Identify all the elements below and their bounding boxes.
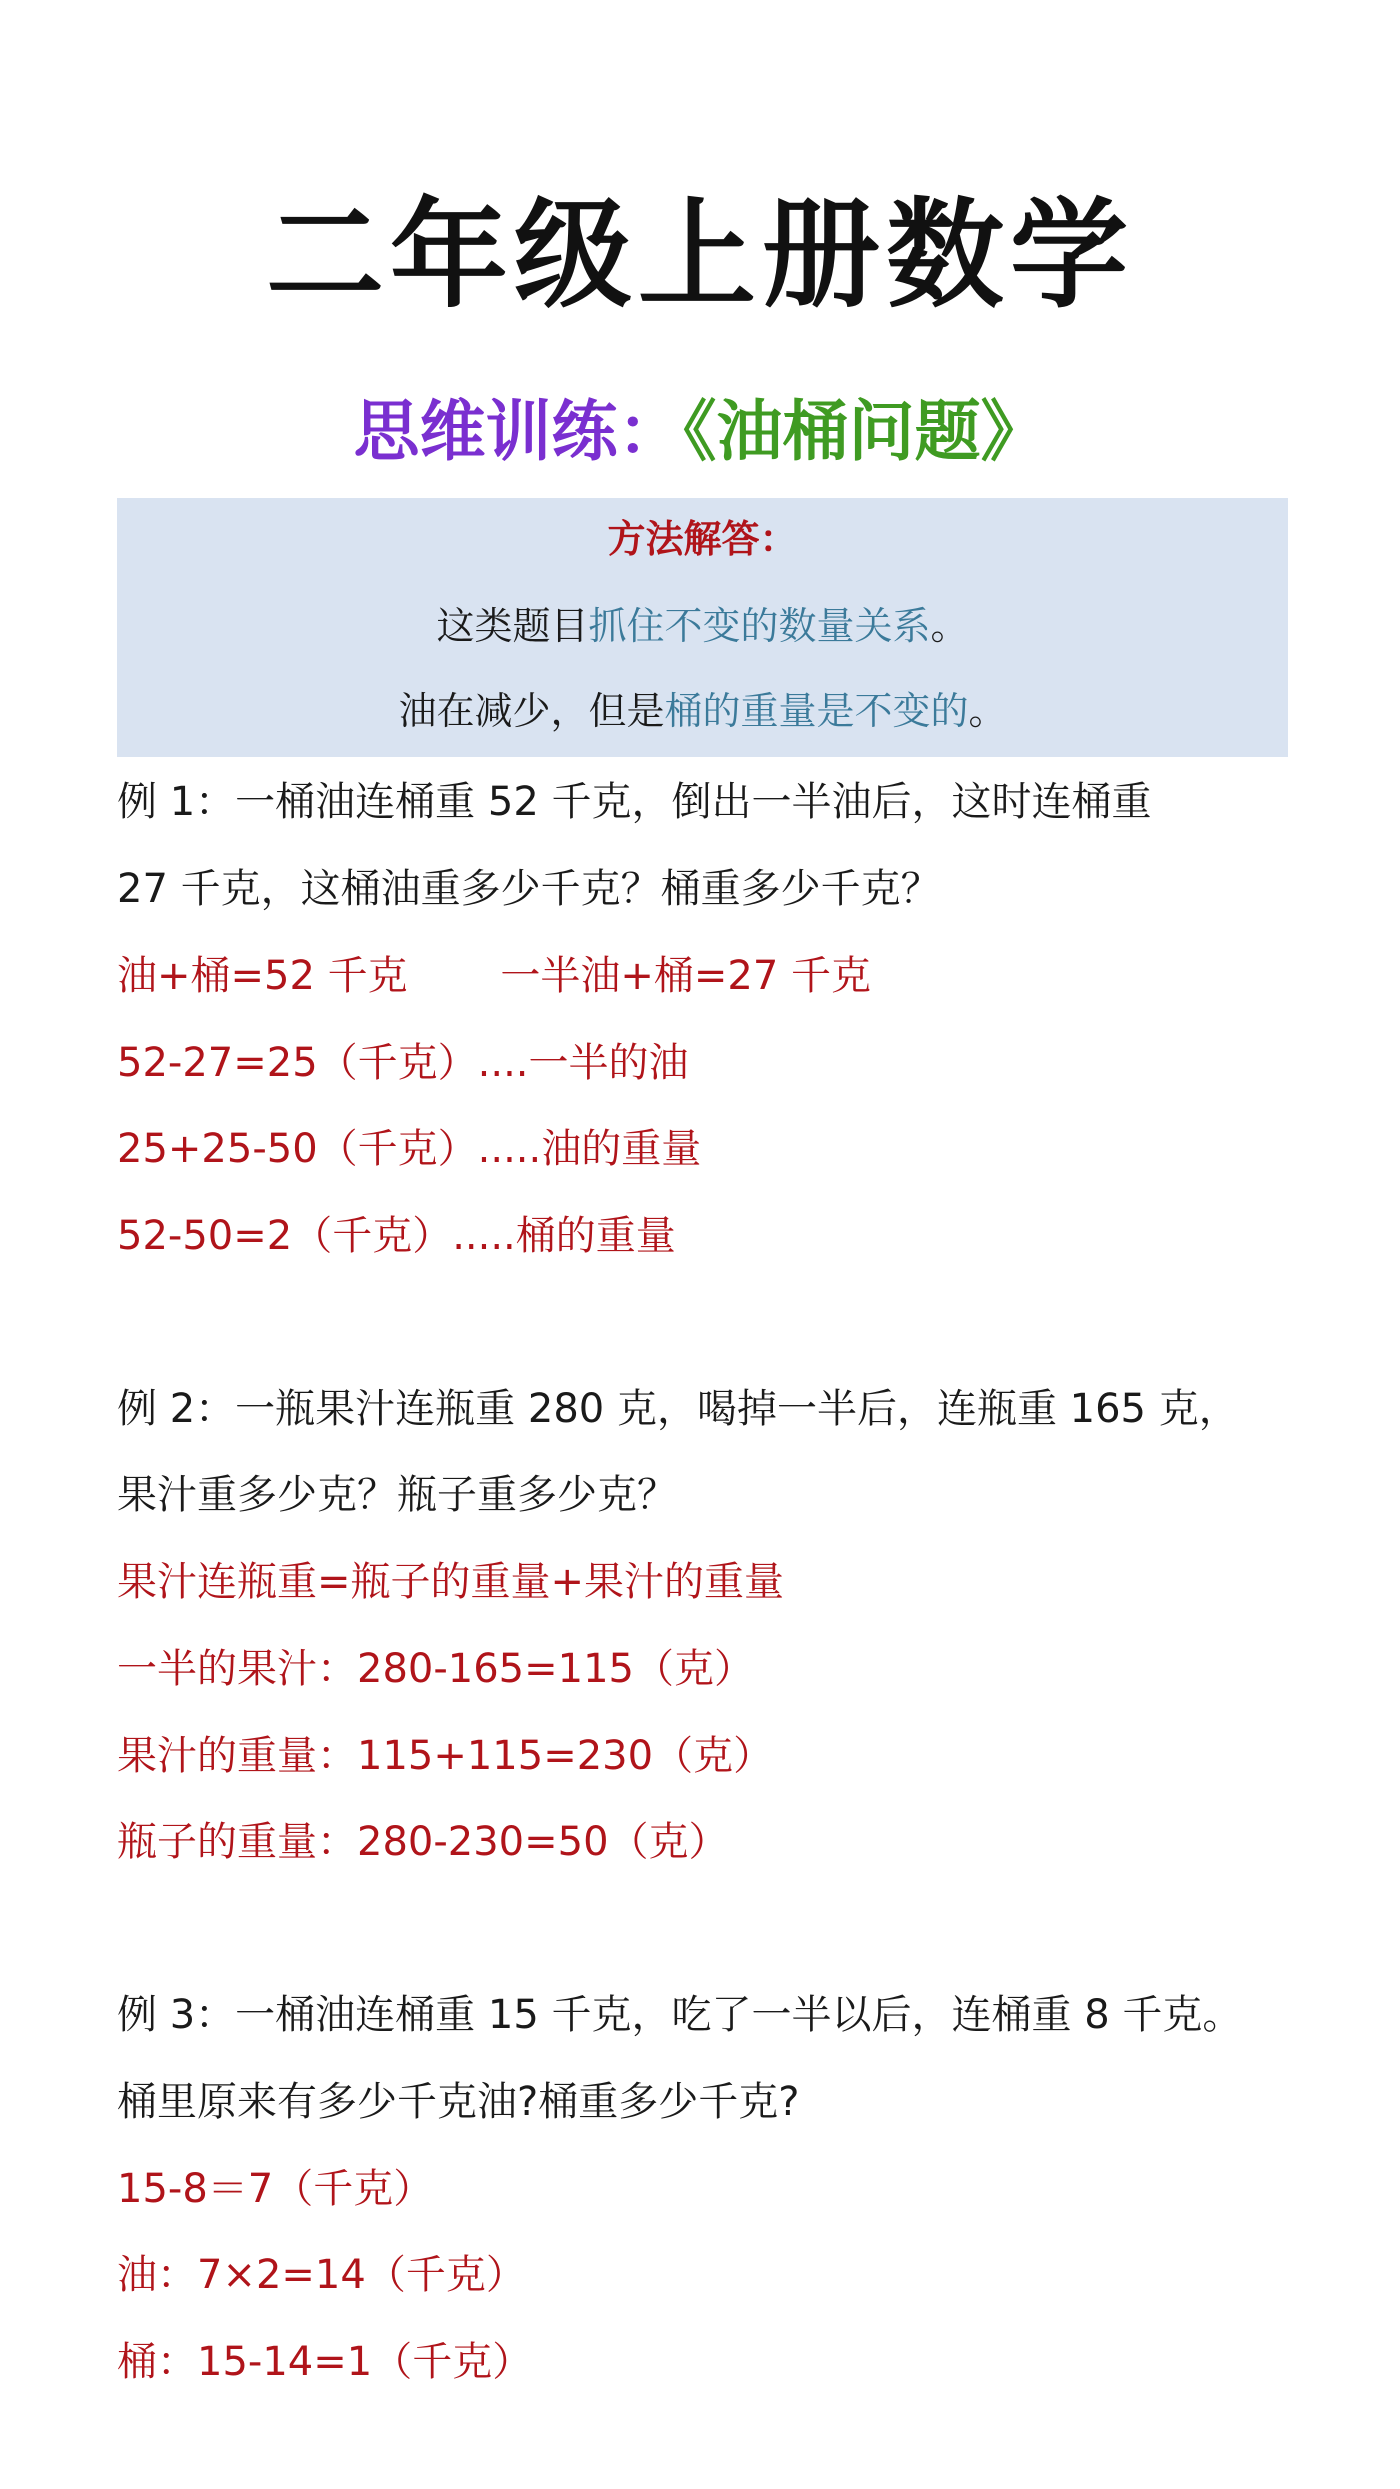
subtitle-topic: 《油桶问题》 <box>683 393 1047 470</box>
example-3-answer-line-1: 15-8＝7（千克） <box>117 2166 434 2212</box>
example-1-question-line-2: 27 千克，这桶油重多少千克？桶重多少千克？ <box>117 866 941 912</box>
subtitle <box>0 392 1400 472</box>
example-1-answer-line-2: 52-27=25（千克）....一半的油 <box>117 1040 689 1086</box>
method-title: 方法解答： <box>607 517 798 561</box>
example-1-answer-line-4: 52-50=2（千克）.....桶的重量 <box>117 1213 676 1259</box>
example-3-question-line-1: 例 3：一桶油连桶重 15 千克，吃了一半以后，连桶重 8 千克。 <box>117 1992 1243 2038</box>
method-line-1-highlight: 抓住不变的数量关系 <box>588 604 931 648</box>
example-1-question-line-1: 例 1：一桶油连桶重 52 千克，倒出一半油后，这时连桶重 <box>117 779 1152 825</box>
subtitle-prefix: 思维训练： <box>353 393 684 470</box>
example-1-answer-line-1: 油+桶=52 千克 一半油+桶=27 千克 <box>117 953 872 999</box>
method-line-2-highlight: 桶的重量是不变的 <box>664 689 969 733</box>
method-box <box>117 498 1288 757</box>
example-2-question-line-2: 果汁重多少克？瓶子重多少克？ <box>117 1472 677 1518</box>
method-line-1-end: 。 <box>930 604 969 648</box>
page-title: 二年级上册数学 <box>265 186 1134 324</box>
example-3-answer-line-2: 油：7×2=14（千克） <box>117 2252 526 2298</box>
method-line-1-text: 这类题目 <box>436 604 589 648</box>
method-line-2 <box>117 686 1288 736</box>
example-1-answer-line-3: 25+25-50（千克）.....油的重量 <box>117 1126 702 1172</box>
method-line-2-text: 油在减少，但是 <box>398 689 665 733</box>
example-2-answer-line-4: 瓶子的重量：280-230=50（克） <box>117 1819 729 1865</box>
method-line-1 <box>117 601 1288 651</box>
example-2-question-line-1: 例 2：一瓶果汁连瓶重 280 克，喝掉一半后，连瓶重 165 克， <box>117 1386 1239 1432</box>
example-2-answer-line-2: 一半的果汁：280-165=115（克） <box>117 1646 754 1692</box>
example-2-answer-line-3: 果汁的重量：115+115=230（克） <box>117 1733 774 1779</box>
method-line-2-end: 。 <box>968 689 1007 733</box>
example-3-question-line-2: 桶里原来有多少千克油?桶重多少千克? <box>117 2079 800 2125</box>
example-3-answer-line-3: 桶：15-14=1（千克） <box>117 2339 533 2385</box>
example-2-answer-line-1: 果汁连瓶重=瓶子的重量+果汁的重量 <box>117 1559 785 1605</box>
